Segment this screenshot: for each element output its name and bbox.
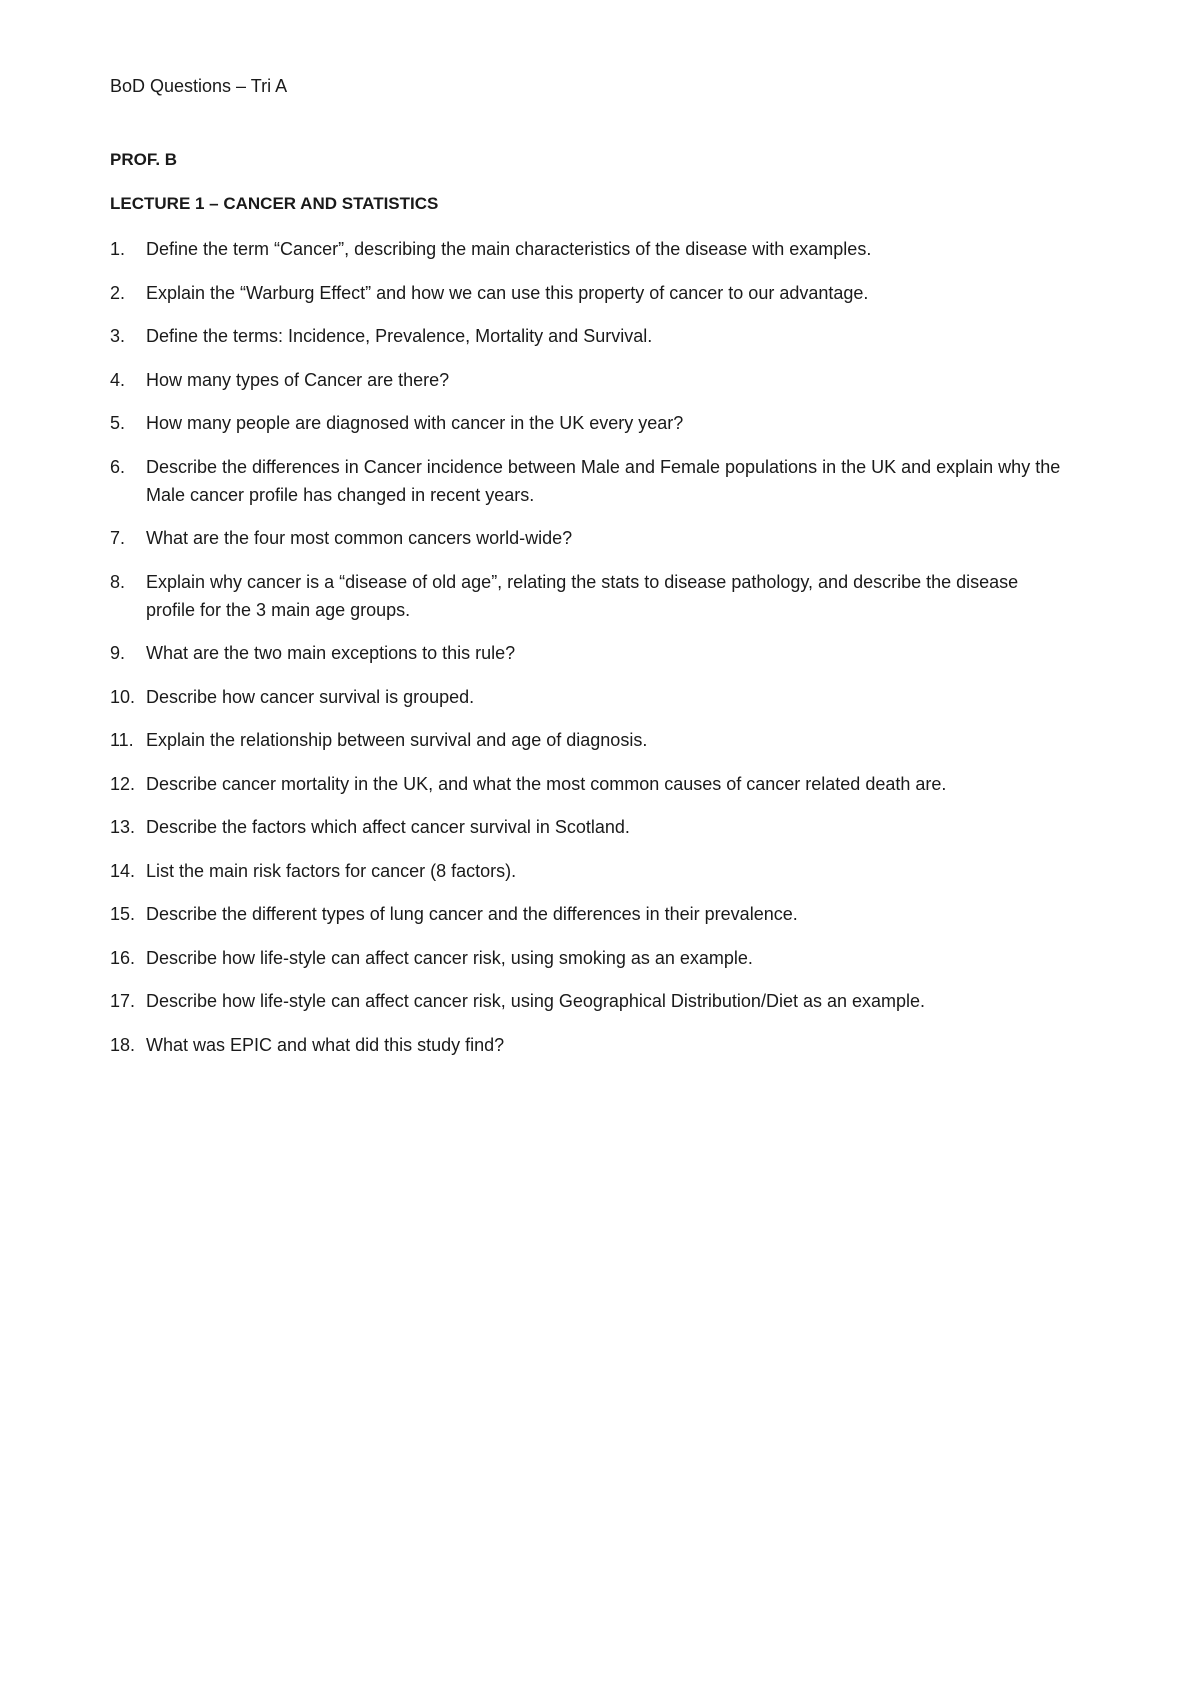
question-item [110,235,1070,263]
question-number: 18. [110,1034,136,1055]
question-item [110,900,1070,928]
question-number: 3. [110,326,126,346]
question-item [110,524,1070,552]
question-item [110,683,1070,711]
question-item [110,322,1070,350]
question-number: 4. [110,369,126,390]
question-text: Describe the different types of lung cancer and the differences in their prevalence. [146,904,798,924]
question-item [110,857,1070,885]
question-item [110,1031,1070,1059]
question-number: 6. [110,456,126,477]
question-number: 7. [110,528,126,548]
question-item [110,409,1070,437]
question-text: Describe cancer mortality in the UK, and what the most common causes of cancer related death are. [146,773,947,794]
question-item [110,987,1070,1015]
question-text: Describe how life-style can affect cancer risk, using smoking as an example. [146,947,753,968]
professor-heading: PROF. B [110,150,178,169]
question-item [110,568,1070,624]
question-text: How many types of Cancer are there? [146,369,450,390]
question-number: 15. [110,904,136,924]
question-number: 1. [110,239,126,259]
question-item [110,639,1070,667]
question-number: 8. [110,571,126,592]
question-text: Explain why cancer is a “disease of old age”, relating the stats to disease pathology, and describe the disease profile for the 3 main age groups. [146,571,1019,620]
question-text: Define the terms: Incidence, Prevalence, Mortality and Survival. [146,326,653,346]
question-number: 5. [110,413,126,433]
question-number: 10. [110,686,136,707]
question-item [110,366,1070,394]
question-text: Define the term “Cancer”, describing the main characteristics of the disease with examples. [146,239,872,259]
question-item [110,944,1070,972]
question-text: Describe how cancer survival is grouped. [146,686,475,707]
question-text: Explain the “Warburg Effect” and how we can use this property of cancer to our advantage. [146,282,869,303]
question-item [110,770,1070,798]
question-text: What are the four most common cancers world-wide? [146,528,573,548]
question-text: How many people are diagnosed with cancer in the UK every year? [146,413,684,433]
question-item [110,453,1070,509]
document-header: BoD Questions – Tri A [110,76,288,96]
question-number: 13. [110,817,136,837]
question-number: 11. [110,730,134,750]
lecture-title: LECTURE 1 – CANCER AND STATISTICS [110,194,439,213]
question-number: 12. [110,773,136,794]
question-text: What was EPIC and what did this study find? [146,1034,505,1055]
question-number: 9. [110,643,126,663]
question-item [110,726,1070,754]
question-item [110,813,1070,841]
question-item [110,279,1070,307]
question-text: Describe the differences in Cancer incidence between Male and Female populations in the UK and explain why the Male cancer profile has changed in recent years. [146,456,1061,505]
question-text: Explain the relationship between survival and age of diagnosis. [146,730,648,750]
question-number: 14. [110,860,136,881]
question-number: 2. [110,282,126,303]
question-number: 17. [110,991,136,1011]
question-number: 16. [110,947,136,968]
question-list [110,235,1070,1074]
question-text: Describe the factors which affect cancer survival in Scotland. [146,817,630,837]
question-text: Describe how life-style can affect cancer risk, using Geographical Distribution/Diet as an example. [146,991,926,1011]
question-text: List the main risk factors for cancer (8 factors). [146,860,517,881]
question-text: What are the two main exceptions to this rule? [146,643,516,663]
